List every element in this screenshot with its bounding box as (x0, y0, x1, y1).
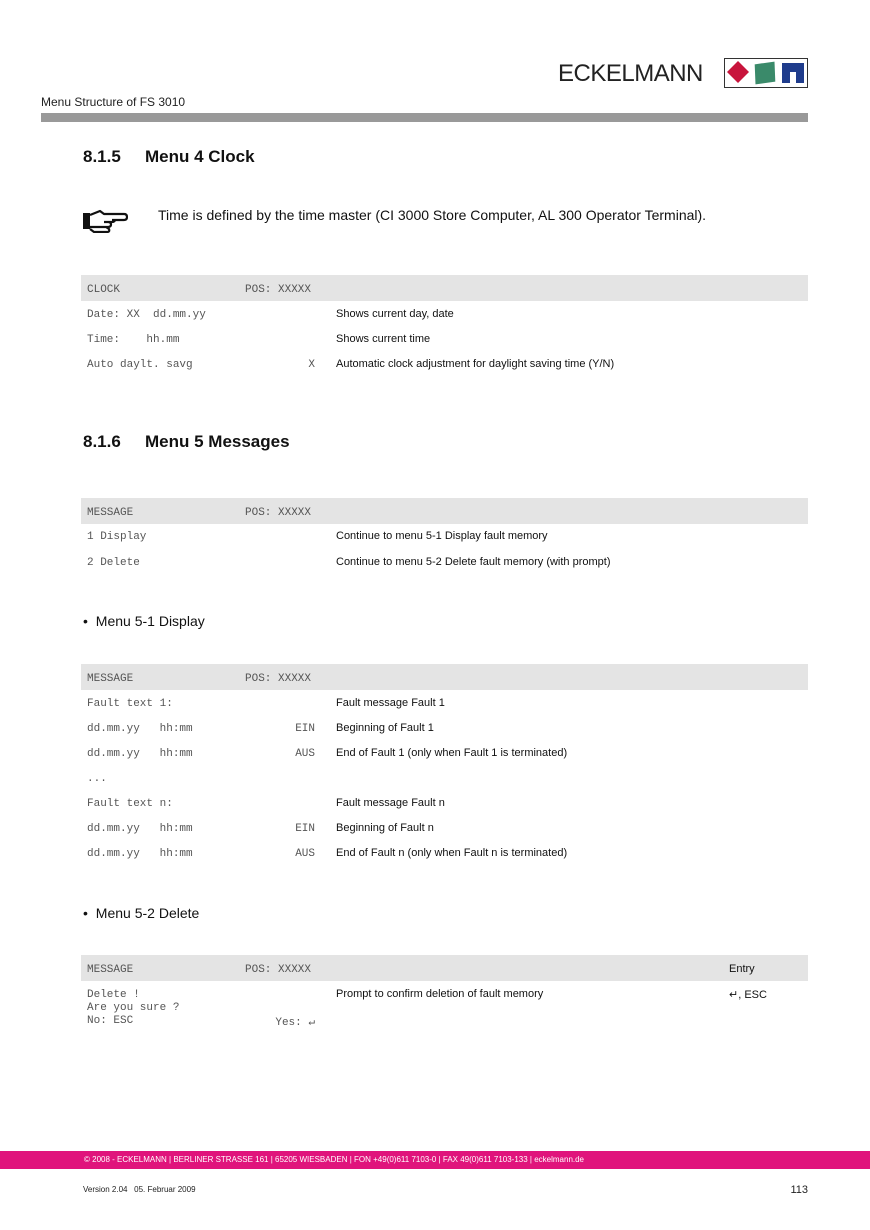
row-description: Shows current time (336, 333, 431, 345)
bullet-label: Menu 5-2 Delete (95, 905, 200, 921)
pointing-hand-icon (82, 207, 128, 233)
row-value: X (308, 359, 315, 371)
table-row: Time: hh.mm (87, 334, 180, 346)
header-rule (41, 113, 808, 122)
logo-text: ECKELMANN (558, 60, 703, 87)
row-description: Prompt to confirm deletion of fault memory (336, 988, 544, 1000)
row-description: End of Fault 1 (only when Fault 1 is terminated) (336, 747, 568, 759)
section-title-815: Menu 4 Clock (145, 147, 255, 166)
prompt-line-1: Delete ! (87, 989, 140, 1001)
row-value: AUS (295, 848, 315, 860)
footer-bar-text: © 2008 - ECKELMANN | BERLINER STRASSE 161 | 65205 WIESBADEN | FON +49(0)611 7103-0 | FAX 49(0)611 7103-133 | eckelmann.de (84, 1155, 585, 1164)
logo-mark-icon (724, 58, 808, 88)
table-row: Fault text 1: (87, 698, 173, 710)
row-description: Fault message Fault n (336, 797, 445, 809)
display-header-label: MESSAGE (87, 673, 134, 685)
table-row: Date: XX dd.mm.yy (87, 309, 206, 321)
bullet-dot: • (83, 905, 88, 921)
delete-header-entry: Entry (729, 963, 755, 975)
table-row: Fault text n: (87, 798, 173, 810)
prompt-line-3-no: No: ESC (87, 1015, 134, 1027)
row-description: Automatic clock adjustment for daylight saving time (Y/N) (336, 358, 615, 370)
bullet-menu-5-2 (83, 905, 199, 921)
bullet-menu-5-1 (83, 613, 205, 629)
version-text: Version 2.04 05. Februar 2009 (83, 1185, 196, 1194)
section-number-816: 8.1.6 (83, 432, 121, 451)
table-row: 2 Delete (87, 557, 140, 569)
row-description: Beginning of Fault 1 (336, 722, 434, 734)
table-row: Auto daylt. savg (87, 359, 193, 371)
display-header-pos: POS: XXXXX (245, 673, 312, 685)
messages-header-label: MESSAGE (87, 507, 134, 519)
page-number: 113 (790, 1184, 808, 1196)
prompt-line-3-yes: Yes: ↵ (275, 1017, 315, 1029)
clock-header-pos: POS: XXXXX (245, 284, 312, 296)
row-value: EIN (295, 823, 315, 835)
footer-bar (0, 1151, 870, 1169)
table-row: 1 Display (87, 531, 147, 543)
messages-table-header (81, 498, 808, 524)
row-description: Continue to menu 5-1 Display fault memory (336, 530, 548, 542)
table-row: dd.mm.yy hh:mm (87, 748, 193, 760)
delete-header-label: MESSAGE (87, 964, 134, 976)
entry-keys: ↵, ESC (729, 989, 767, 1001)
delete-table-header (81, 955, 808, 981)
row-description: Fault message Fault 1 (336, 697, 445, 709)
delete-header-pos: POS: XXXXX (245, 964, 312, 976)
bullet-dot: • (83, 613, 88, 629)
row-description: Beginning of Fault n (336, 822, 434, 834)
display-table-header (81, 664, 808, 690)
note-text: Time is defined by the time master (CI 3000 Store Computer, AL 300 Operator Terminal). (158, 207, 707, 223)
table-row: dd.mm.yy hh:mm (87, 723, 193, 735)
table-row-ellipsis: ... (87, 773, 107, 785)
row-value: AUS (295, 748, 315, 760)
table-row: dd.mm.yy hh:mm (87, 823, 193, 835)
messages-header-pos: POS: XXXXX (245, 507, 312, 519)
row-description: Shows current day, date (336, 308, 454, 320)
clock-table-header (81, 275, 808, 301)
bullet-label: Menu 5-1 Display (95, 613, 205, 629)
section-title-816: Menu 5 Messages (145, 432, 290, 451)
running-title: Menu Structure of FS 3010 (41, 95, 186, 109)
row-value: EIN (295, 723, 315, 735)
table-row: dd.mm.yy hh:mm (87, 848, 193, 860)
clock-header-label: CLOCK (87, 284, 121, 296)
row-description: End of Fault n (only when Fault n is terminated) (336, 847, 568, 859)
prompt-line-2: Are you sure ? (87, 1002, 180, 1014)
row-description: Continue to menu 5-2 Delete fault memory (with prompt) (336, 556, 611, 568)
logo (558, 58, 808, 88)
section-number-815: 8.1.5 (83, 147, 121, 166)
